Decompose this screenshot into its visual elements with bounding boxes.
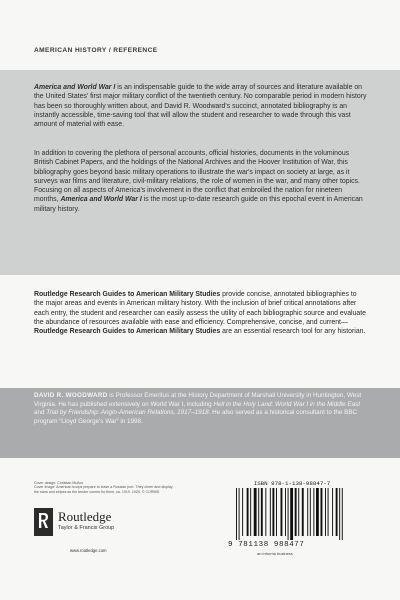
barcode-bar	[336, 488, 338, 536]
barcode-bar	[254, 488, 257, 536]
barcode-bar	[295, 488, 297, 536]
description-text-2: In addition to covering the plethora of personal accounts, official histories, documents in the voluminous British Cabinet Papers, and the holdings of the National Archives and the Hoover Institution of War, this bibliography goes beyond basic military operations to illustrate the war's impact on society at large, as it surveys war films and literature, civil-military relations, the role of women in the war, and many other topics. Focusing on all aspects of America's involvement in the conflict that embroiled the nation for nineteen months,	[34, 150, 360, 204]
barcode-bar	[332, 488, 333, 536]
barcode-bar	[236, 488, 237, 540]
barcode-bar	[302, 488, 304, 536]
barcode-bar	[285, 488, 286, 536]
barcode-bar	[342, 488, 343, 540]
description-panel	[0, 70, 400, 275]
barcode-bar	[247, 488, 249, 536]
description-paragraph-2	[34, 149, 368, 214]
description-paragraph-1	[34, 83, 368, 129]
barcode-bar	[250, 488, 251, 536]
barcode-bar	[270, 488, 271, 536]
author-panel	[0, 388, 400, 458]
series-paragraph	[34, 290, 368, 336]
book-title: America and World War I	[60, 196, 142, 204]
author-bio-text: . He also served as a historical consultant to the BBC program “Lloyd George's War” in 1998.	[34, 409, 358, 425]
barcode-area	[228, 480, 370, 558]
cover-credits	[34, 481, 174, 494]
barcode-bar	[313, 488, 314, 536]
barcode-bar	[239, 488, 240, 540]
barcode-bar	[242, 488, 243, 536]
publisher-group: Taylor & Francis Group	[58, 525, 115, 531]
isbn-label: ISBN 978-1-138-98847-7	[253, 480, 331, 487]
barcode-bar	[339, 488, 340, 540]
barcode-bar	[276, 488, 277, 536]
barcode-bar	[288, 488, 289, 540]
routledge-logo-icon	[34, 508, 53, 536]
author-bio-text: and	[34, 409, 47, 417]
description-text-2-end: is the most up-to-date research guide on this epochal event in American military history.	[34, 196, 363, 213]
cover-design-credit: Cover design: Christian Muñoz	[34, 481, 84, 485]
series-text: provide concise, annotated bibliographies to the major areas and events in American military history. With the inclusion of brief critical annotations after each entry, the student and researcher can easily assess the utility of each bibliographic source and evaluate the abundance of resources available with ease and efficiency. Comprehensive, concise, and current—	[34, 291, 366, 326]
barcode-bar	[265, 488, 266, 536]
publisher-name: Routledge	[58, 509, 112, 524]
description-text-1: is an indispensable guide to the wide array of sources and literature available on the United States' first major military conflict of the twentieth century. No comparable period in modern history has been so thoroughly written about, and David R. Woodward's succinct, annotated bibliography is an instantly accessible, time-saving tool that will allow the student and researcher to wade through this vast amount of material with ease.	[34, 84, 367, 129]
book-title: America and World War I	[34, 84, 116, 91]
barcode-bar	[316, 488, 319, 536]
author-name: DAVID R. WOODWARD	[34, 392, 108, 399]
barcode-icon	[228, 488, 356, 540]
barcode-bar	[328, 488, 329, 536]
barcode-bar	[321, 488, 323, 536]
author-book-title: Hell in the Holy Land: World War I in the Middle East	[213, 400, 360, 408]
barcode-bar	[272, 488, 274, 536]
author-book-title: Trial by Friendship: Anglo-American Relations, 1917–1918	[46, 409, 209, 417]
publisher-tagline: an informa business	[257, 551, 293, 556]
series-text-end: are an essential research tool for any historian.	[220, 328, 366, 336]
author-bio-text: is Professor Emeritus at the History Department of Marshall University in Huntington, West Virginia. He has published extensively on World War I, including	[34, 392, 362, 408]
barcode-bar	[310, 488, 311, 536]
barcode-bar	[281, 488, 283, 536]
barcode-bar	[258, 488, 259, 536]
barcode-bar	[298, 488, 299, 536]
barcode-bar	[290, 488, 293, 540]
series-name: Routledge Research Guides to American Military Studies	[34, 328, 221, 336]
barcode-bar	[261, 488, 263, 536]
category-label: AMERICAN HISTORY / REFERENCE	[34, 47, 158, 54]
author-bio	[34, 392, 368, 426]
series-name: Routledge Research Guides to American Military Studies	[34, 291, 221, 298]
publisher-logo	[34, 508, 164, 538]
publisher-website: www.routledge.com	[70, 548, 107, 553]
cover-image-credit: Cover image: American troops prepare to leave a Russian port. They cheer and display the stars and stripes as the tender comes for them, ca. 1919. 1920. © CORBIS	[34, 485, 173, 494]
barcode-bar	[325, 488, 326, 536]
barcode-number: 9 781138 988477	[228, 541, 305, 549]
barcode-bar	[307, 488, 308, 536]
